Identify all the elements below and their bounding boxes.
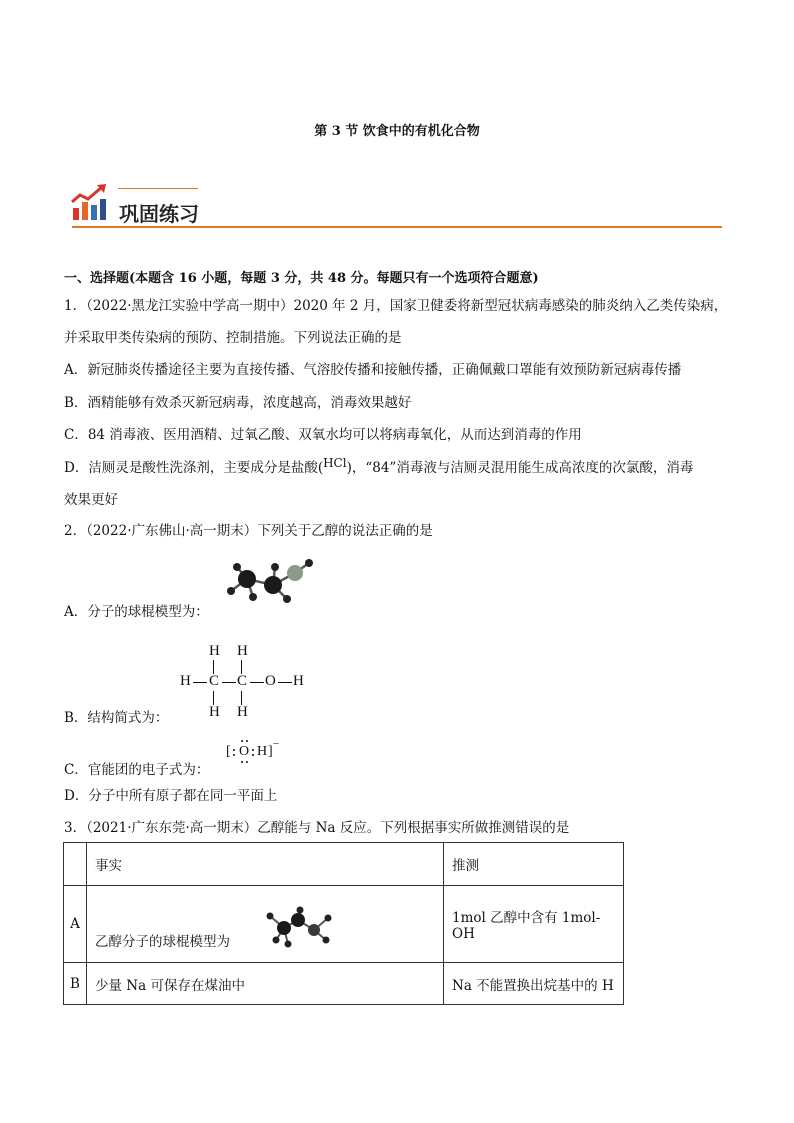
q1-option-d (64, 456, 694, 477)
row-label: A (64, 886, 87, 963)
page-title: 第 3 节 饮食中的有机化合物 (314, 124, 480, 139)
hydroxyl-electron-formula: [ O H ] − (226, 740, 276, 770)
q1-option-d-pre: D．洁厕灵是酸性洗涤剂，主要成分是盐酸( (64, 460, 324, 476)
q1-stem-line2: 并采取甲类传染病的预防、控制措施。下列说法正确的是 (64, 330, 402, 346)
ethanol-structural-formula: H H H C C O H H H (180, 643, 304, 720)
q1-option-a: A．新冠肺炎传播途径主要为直接传播、气溶胶传播和接触传播，正确佩戴口罩能有效预防新冠病毒传播 (64, 362, 682, 378)
q1-stem-line1: 1．（2022·黑龙江实验中学高一期中）2020 年 2 月，国家卫健委将新型冠状病毒感染的肺炎纳入乙类传染病， (64, 298, 728, 314)
banner-title: 巩固练习 (119, 202, 199, 226)
table-header-cell (64, 843, 87, 886)
chart-growth-icon (70, 183, 108, 223)
q2-stem: 2．（2022·广东佛山·高一期末）下列关于乙醇的说法正确的是 (64, 523, 433, 539)
row-guess: Na 不能置换出烷基中的 H (444, 963, 624, 1005)
table-header-cell: 事实 (87, 843, 444, 886)
q3-stem: 3．（2021·广东东莞·高一期末）乙醇能与 Na 反应。下列根据事实所做推测错误的是 (64, 820, 570, 836)
row-guess: 1mol 乙醇中含有 1mol-OH (444, 886, 624, 963)
table-header-row (64, 843, 624, 886)
ethanol-ball-stick-model (225, 555, 325, 607)
q1-option-d-post: )，“84”消毒液与洁厕灵混用能生成高浓度的次氯酸，消毒 (346, 460, 694, 476)
row-fact: 少量 Na 可保存在煤油中 (87, 963, 444, 1005)
table-row (64, 963, 624, 1005)
table-row (64, 886, 624, 963)
q2-option-a: A．分子的球棍模型为： (64, 604, 209, 620)
q3-table (63, 842, 624, 1005)
banner-accent-line (118, 188, 198, 189)
row-label: B (64, 963, 87, 1005)
q1-option-c: C．84 消毒液、医用酒精、过氧乙酸、双氧水均可以将病毒氧化，从而达到消毒的作用 (64, 427, 582, 443)
ethanol-ball-stick-model-small (262, 906, 342, 950)
q1-option-d-line2: 效果更好 (64, 492, 118, 508)
table-header-cell: 推测 (444, 843, 624, 886)
q1-option-d-formula: HCl (323, 456, 347, 470)
q2-option-c: C．官能团的电子式为： (64, 762, 210, 778)
section-heading: 一、选择题(本题含 16 小题，每题 3 分，共 48 分。每题只有一个选项符合题意) (64, 271, 539, 286)
banner-divider (72, 226, 722, 228)
q2-option-b: B．结构简式为： (64, 710, 169, 726)
row-fact-text: 乙醇分子的球棍模型为 (95, 934, 230, 950)
row-fact (87, 886, 444, 963)
q1-option-b: B．酒精能够有效杀灭新冠病毒，浓度越高，消毒效果越好 (64, 395, 412, 411)
q2-option-d: D．分子中所有原子都在同一平面上 (64, 788, 278, 804)
